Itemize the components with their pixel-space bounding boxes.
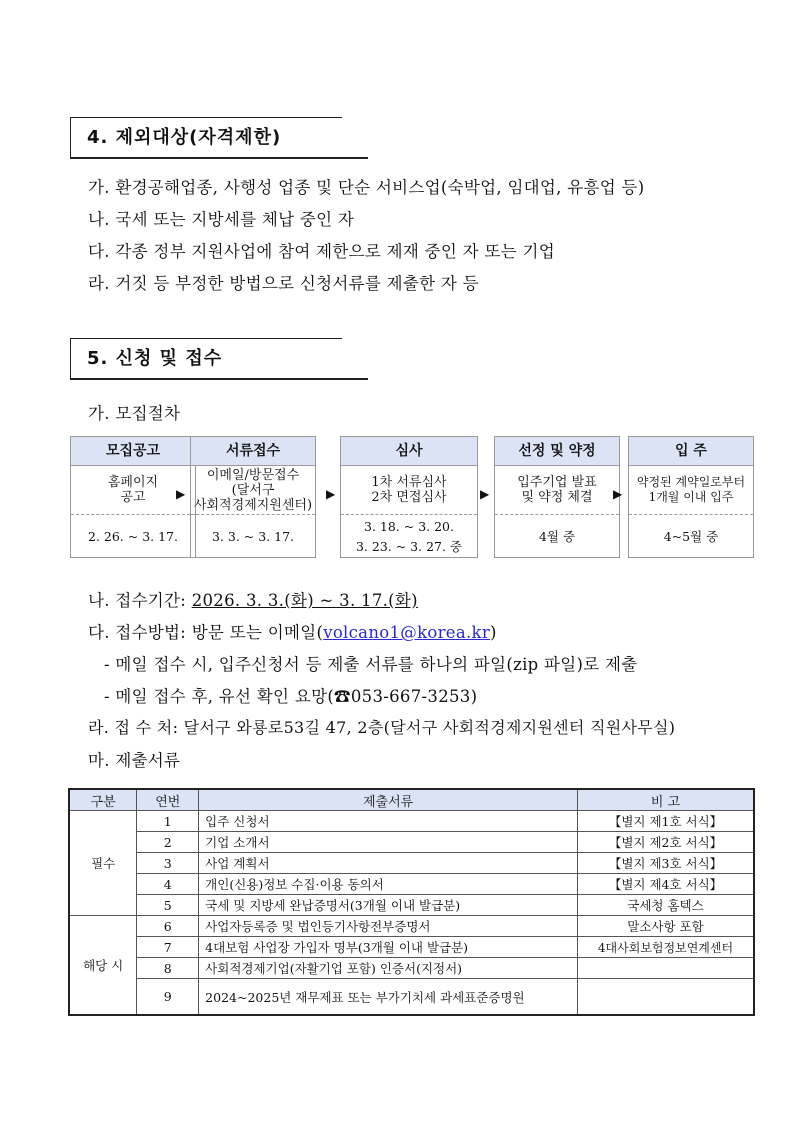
application-period (88, 587, 418, 611)
row-note: 말소사항 포함 (578, 916, 754, 937)
method-note-2: - 메일 접수 후, 유선 확인 요망(☎053-667-3253) (104, 687, 478, 706)
flow-step-title: 서류접수 (191, 437, 315, 466)
flow-step-desc-line: 약정된 계약일로부터 (636, 475, 746, 489)
flow-step-date-line: 4~5월 중 (663, 529, 719, 544)
exclusion-item-2: 나. 국세 또는 지방세를 체납 중인 자 (88, 210, 355, 229)
table-row (69, 979, 754, 1016)
header-category: 구분 (69, 789, 137, 811)
flow-step-date-line: 2. 26. ~ 3. 17. (88, 529, 178, 544)
row-note: 【별지 제4호 서식】 (578, 874, 754, 895)
method-note-1: - 메일 접수 시, 입주신청서 등 제출 서류를 하나의 파일(zip 파일)로 제출 (104, 655, 638, 674)
row-document: 사업 계획서 (199, 853, 578, 874)
flow-step-selection (494, 436, 623, 558)
flow-step-title: 모집공고 (71, 437, 195, 466)
row-document: 개인(신용)정보 수집·이용 동의서 (199, 874, 578, 895)
flow-step-desc (341, 466, 477, 515)
row-number: 4 (137, 874, 199, 895)
row-note: 4대사회보험정보연계센터 (578, 937, 754, 958)
row-note: 국세청 홈텍스 (578, 895, 754, 916)
row-document: 사업자등록증 및 법인등기사항전부증명서 (199, 916, 578, 937)
exclusion-item-1: 가. 환경공해업종, 사행성 업종 및 단순 서비스업(숙박업, 임대업, 유흥업 등) (88, 178, 645, 197)
group-required: 필수 (69, 811, 137, 916)
row-document: 국세 및 지방세 완납증명서(3개월 이내 발급분) (199, 895, 578, 916)
flow-step-desc (629, 466, 753, 515)
flow-step-date-line: 3. 18. ~ 3. 20. (364, 519, 454, 534)
table-row (69, 895, 754, 916)
flow-arrow-2: ▶ (326, 487, 336, 501)
flow-arrow-1: ▶ (176, 487, 186, 501)
row-number: 2 (137, 832, 199, 853)
row-number: 5 (137, 895, 199, 916)
row-number: 7 (137, 937, 199, 958)
row-note: 【별지 제1호 서식】 (578, 811, 754, 832)
flow-arrow-3: ▶ (480, 487, 490, 501)
row-note: 【별지 제2호 서식】 (578, 832, 754, 853)
flow-step-title: 심사 (341, 437, 477, 466)
row-number: 3 (137, 853, 199, 874)
row-note (578, 958, 754, 979)
flow-step-date (341, 515, 477, 559)
flow-step-desc-line: (달서구 (231, 482, 275, 498)
flow-step-desc-line: 1개월 이내 입주 (648, 490, 734, 504)
docs-label: 마. 제출서류 (88, 751, 181, 770)
section-4-underline (70, 157, 368, 159)
method-label: 다. 접수방법: 방문 또는 이메일( (88, 623, 324, 642)
application-method (88, 619, 497, 643)
flow-step-desc (495, 466, 619, 515)
flow-step-date (629, 515, 753, 559)
flow-step-desc-line: 및 약정 체결 (521, 490, 593, 505)
period-value: 2026. 3. 3.(화) ~ 3. 17.(화) (191, 591, 418, 610)
period-label: 나. 접수기간: (88, 591, 192, 610)
row-note (578, 979, 754, 1016)
flow-step-date (71, 515, 195, 559)
table-row (69, 958, 754, 979)
flow-step-desc (191, 466, 315, 515)
row-document: 2024~2025년 재무제표 또는 부가기치세 과세표준증명원 (199, 979, 578, 1016)
row-number: 9 (137, 979, 199, 1016)
table-row (69, 832, 754, 853)
flow-step-desc-line: 공고 (120, 490, 146, 505)
row-document: 4대보험 사업장 가입자 명부(3개월 이내 발급분) (199, 937, 578, 958)
section-5-underline (70, 378, 368, 380)
row-number: 1 (137, 811, 199, 832)
table-header-row (69, 789, 754, 811)
flow-step-desc-line: 2차 면접심사 (371, 490, 447, 505)
email-link[interactable]: volcano1@korea.kr (323, 623, 491, 642)
flow-step-documents (190, 436, 316, 558)
row-number: 8 (137, 958, 199, 979)
flow-step-date (191, 515, 315, 559)
flow-step-date-line: 4월 중 (538, 529, 576, 544)
flow-step-desc-line: 이메일/방문접수 (206, 467, 300, 483)
row-document: 사회적경제기업(자활기업 포함) 인증서(지정서) (199, 958, 578, 979)
header-number: 연번 (137, 789, 199, 811)
flow-step-date-line: 3. 3. ~ 3. 17. (211, 529, 295, 544)
row-document: 입주 신청서 (199, 811, 578, 832)
flow-step-desc-line: 사회적경제지원센터) (193, 497, 313, 513)
flow-step-desc-line: 입주기업 발표 (517, 475, 597, 490)
procedure-label: 가. 모집절차 (88, 404, 181, 423)
flow-step-date (495, 515, 619, 559)
row-note: 【별지 제3호 서식】 (578, 853, 754, 874)
flow-step-desc-line: 1차 서류심사 (371, 475, 447, 490)
application-place: 라. 접 수 처: 달서구 와룡로53길 47, 2층(달서구 사회적경제지원센터 직원사무실) (88, 718, 676, 737)
table-row (69, 853, 754, 874)
flow-step-date-line: 3. 23. ~ 3. 27. 중 (355, 539, 463, 554)
exclusion-item-3: 다. 각종 정부 지원사업에 참여 제한으로 제재 중인 자 또는 기업 (88, 242, 555, 261)
flow-step-title: 입 주 (629, 437, 753, 466)
flow-step-review (340, 436, 478, 558)
method-close: ) (490, 623, 497, 642)
row-number: 6 (137, 916, 199, 937)
flow-step-move-in (628, 436, 754, 558)
flow-step-title: 선정 및 약정 (495, 437, 619, 466)
row-document: 기업 소개서 (199, 832, 578, 853)
table-row (69, 874, 754, 895)
header-document: 제출서류 (199, 789, 578, 811)
group-optional: 해당 시 (69, 916, 137, 1016)
section-5-title: 5. 신청 및 접수 (70, 338, 342, 378)
documents-table (68, 788, 755, 1016)
header-note: 비 고 (578, 789, 754, 811)
exclusion-item-4: 라. 거짓 등 부정한 방법으로 신청서류를 제출한 자 등 (88, 274, 479, 293)
table-row (69, 937, 754, 958)
table-row (69, 811, 754, 832)
flow-step-desc-line: 홈페이지 (107, 475, 159, 490)
section-4-title: 4. 제외대상(자격제한) (70, 117, 342, 157)
flow-arrow-4: ▶ (613, 487, 623, 501)
table-row (69, 916, 754, 937)
